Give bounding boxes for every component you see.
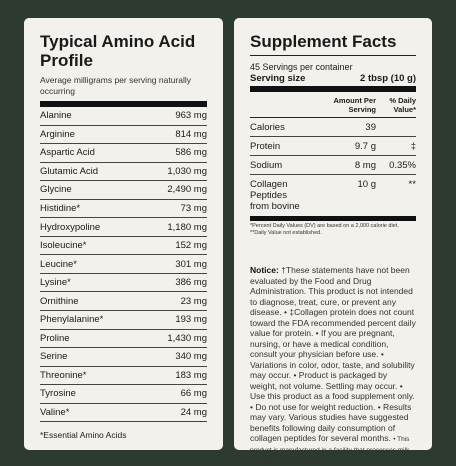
facts-amount: 8 mg bbox=[354, 159, 376, 171]
amino-name: Tyrosine bbox=[40, 388, 76, 400]
serving-size-row bbox=[250, 73, 416, 86]
collagen-sub: from bovine bbox=[250, 201, 300, 212]
amino-name: Glutamic Acid bbox=[40, 165, 99, 177]
fine-dv-note: *Percent Daily Values (DV) are based on a 2,000 calorie diet. bbox=[250, 223, 399, 229]
facts-list bbox=[250, 118, 416, 175]
dv-header: % Daily Value* bbox=[389, 96, 416, 114]
serving-size-label: Serving size bbox=[250, 73, 306, 84]
facts-name: Calories bbox=[250, 121, 285, 133]
amino-amount: 23 mg bbox=[180, 295, 207, 307]
collagen-row bbox=[250, 175, 416, 221]
amino-name: Glycine bbox=[40, 184, 72, 196]
amino-amount: 183 mg bbox=[175, 369, 207, 381]
amino-subtitle: Average milligrams per serving naturally occurring bbox=[40, 75, 192, 96]
amino-row bbox=[40, 163, 207, 182]
amino-title: Typical Amino Acid Profile bbox=[40, 32, 196, 70]
amino-name: Threonine* bbox=[40, 369, 87, 381]
amino-amount: 73 mg bbox=[180, 203, 207, 214]
fine-print bbox=[250, 223, 416, 237]
amino-amount: 2,490 mg bbox=[167, 184, 207, 196]
amino-row bbox=[40, 237, 207, 256]
amino-name: Serine bbox=[40, 351, 68, 363]
amino-row bbox=[40, 144, 207, 163]
amino-row bbox=[40, 330, 207, 349]
collagen-dv: ** bbox=[408, 179, 416, 190]
amino-amount: 386 mg bbox=[175, 277, 207, 289]
amino-name: Leucine* bbox=[40, 258, 77, 270]
notice-allergen: • This product is manufactured in a facility that processes milk, soy and egg ingredients. bbox=[250, 436, 412, 465]
amino-amount: 963 mg bbox=[175, 110, 207, 122]
amino-amount: 24 mg bbox=[180, 407, 207, 419]
amino-name: Aspartic Acid bbox=[40, 147, 95, 159]
amino-name: Valine* bbox=[40, 407, 70, 419]
facts-dv: 0.35% bbox=[389, 159, 416, 171]
facts-name: Sodium bbox=[250, 159, 283, 171]
amino-list bbox=[40, 107, 207, 422]
amino-amount: 301 mg bbox=[175, 258, 207, 270]
amino-name: Arginine bbox=[40, 128, 75, 140]
amino-acid-card bbox=[24, 18, 223, 450]
amino-amount: 1,430 mg bbox=[167, 332, 207, 344]
notice-body: †These statements have not been evaluated by the Food and Drug Administration. This product is not intended to diagnose, treat, cure, or prevent any disease. • ‡Collagen protein does not count toward the FDA recommended percent daily value for protein. • If you are pregnant, nursing, or have a medical condition, consult your physician before use. • Variations in color, odor, taste, and solubility may occur. • Product is packaged by weight, not volume. Settling may occur. • Use this product as a food supplement only. • Do not use for weight reduction. • Results may vary. Various studies have suggested benefits following daily consumption of collagen peptides for several months. bbox=[250, 265, 416, 443]
amino-amount: 152 mg bbox=[175, 240, 207, 252]
thick-divider bbox=[250, 86, 416, 92]
amino-row bbox=[40, 218, 207, 237]
amino-name: Lysine* bbox=[40, 277, 71, 289]
amino-amount: 814 mg bbox=[175, 128, 207, 140]
amino-row bbox=[40, 292, 207, 311]
facts-row bbox=[250, 118, 416, 137]
fine-dv-not-established: **Daily Value not established. bbox=[250, 230, 322, 236]
servings-per-container: 45 Servings per container bbox=[250, 62, 353, 72]
amino-row bbox=[40, 311, 207, 330]
facts-column-header bbox=[250, 96, 416, 118]
amino-amount: 586 mg bbox=[175, 147, 207, 159]
supplement-facts-card bbox=[234, 18, 432, 465]
amount-header: Amount Per Serving bbox=[333, 96, 376, 114]
facts-amount: 39 bbox=[365, 121, 376, 133]
amino-name: Hydroxypoline bbox=[40, 221, 101, 233]
amino-amount: 66 mg bbox=[180, 388, 207, 400]
facts-name: Protein bbox=[250, 140, 281, 152]
amino-amount: 1,180 mg bbox=[167, 221, 207, 233]
amino-name: Ornithine bbox=[40, 295, 79, 307]
amino-row bbox=[40, 126, 207, 145]
amino-row bbox=[40, 107, 207, 126]
amino-row bbox=[40, 385, 207, 404]
amino-amount: 340 mg bbox=[175, 351, 207, 363]
amino-name: Phenylalanine* bbox=[40, 314, 104, 326]
notice-text bbox=[250, 265, 416, 466]
facts-row bbox=[250, 156, 416, 175]
amino-row bbox=[40, 255, 207, 274]
facts-amount: 9.7 g bbox=[354, 140, 376, 152]
amino-row bbox=[40, 348, 207, 367]
amino-row bbox=[40, 367, 207, 386]
divider bbox=[250, 55, 416, 56]
facts-title: Supplement Facts bbox=[250, 32, 397, 51]
amino-footnote: *Essential Amino Acids bbox=[40, 430, 127, 441]
collagen-amount: 10 g bbox=[357, 179, 376, 190]
amino-amount: 1,030 mg bbox=[167, 165, 207, 177]
amino-row bbox=[40, 404, 207, 423]
amino-amount: 193 mg bbox=[175, 314, 207, 326]
amino-row bbox=[40, 274, 207, 293]
facts-dv: ‡ bbox=[410, 140, 416, 152]
notice-label: Notice: bbox=[250, 265, 279, 275]
amino-name: Proline bbox=[40, 332, 70, 344]
amino-row bbox=[40, 181, 207, 200]
amino-name: Histidine* bbox=[40, 203, 81, 214]
amino-name: Isoleucine* bbox=[40, 240, 87, 252]
amino-row bbox=[40, 200, 207, 219]
collagen-name: Collagen Peptides bbox=[250, 179, 288, 201]
facts-row bbox=[250, 137, 416, 156]
serving-size-value: 2 tbsp (10 g) bbox=[360, 73, 416, 84]
amino-name: Alanine bbox=[40, 110, 72, 122]
